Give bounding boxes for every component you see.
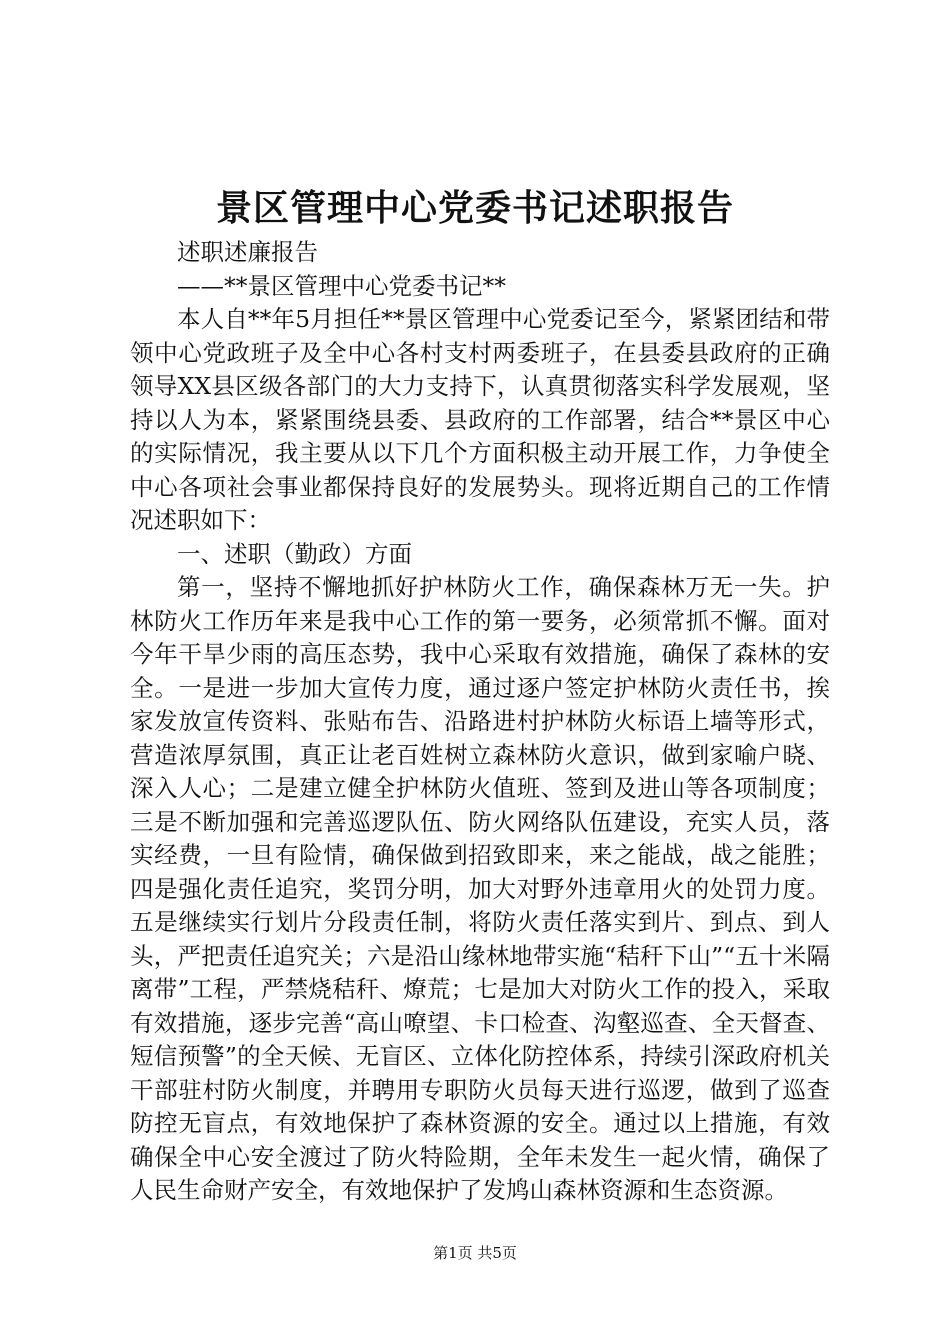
section-heading-diligence: 一、述职（勤政）方面 xyxy=(177,539,412,568)
document-title: 景区管理中心党委书记述职报告 xyxy=(215,187,734,229)
paragraph-fire-prevention: 第一，坚持不懈地抓好护林防火工作，确保森林万无一失。护林防火工作历年来是我中心工作的第一要务，必须常抓不懈。面对今年干旱少雨的高压态势，我中心采取有效措施，确保了森林的安全。一是进一步加大宣传力度，通过逐户签定护林防火责任书，挨家发放宣传资料、张贴布告、沿路进村护林防火标语上墙等形式，营造浓厚氛围，真正让老百姓树立森林防火意识，做到家喻户晓、深入人心；二是建立健全护林防火值班、签到及进山等各项制度；三是不断加强和完善巡逻队伍、防火网络队伍建设，充实人员，落实经费，一旦有险情，确保做到招致即来，来之能战，战之能胜；四是强化责任追究，奖罚分明，加大对野外违章用火的处罚力度。五是继续实行划片分段责任制，将防火责任落实到片、到点、到人头，严把责任追究关；六是沿山缘林地带实施“秸秆下山”“五十米隔离带”工程，严禁烧秸秆、燎荒；七是加大对防火工作的投入，采取有效措施，逐步完善“高山嘹望、卡口检查、沟壑巡查、全天督查、短信预警”的全天候、无盲区、立体化防控体系，持续引深政府机关干部驻村防火制度，并聘用专职防火员每天进行巡逻，做到了巡查防控无盲点，有效地保护了森林资源的安全。通过以上措施，有效确保全中心安全渡过了防火特险期，全年未发生一起火情，确保了人民生命财产安全，有效地保护了发鸠山森林资源和生态资源。 xyxy=(130,573,830,1204)
paragraph-subtitle: 述职述廉报告 xyxy=(177,238,318,266)
paragraph-author-line: ——**景区管理中心党委书记** xyxy=(177,271,506,300)
paragraph-introduction: 本人自**年5月担任**景区管理中心党委记至今，紧紧团结和带领中心党政班子及全中心各村支村两委班子，在县委县政府的正确领导XX县区级各部门的大力支持下，认真贯彻落实科学发展观，坚持以人为本，紧紧围绕县委、县政府的工作部署，结合**景区中心的实际情况，我主要从以下几个方面积极主动开展工作，力争使全中心各项社会事业都保持良好的发展势头。现将近期自己的工作情况述职如下： xyxy=(130,305,830,534)
document-body xyxy=(130,236,830,1208)
page-footer: 第1页 共5页 xyxy=(433,1244,517,1262)
